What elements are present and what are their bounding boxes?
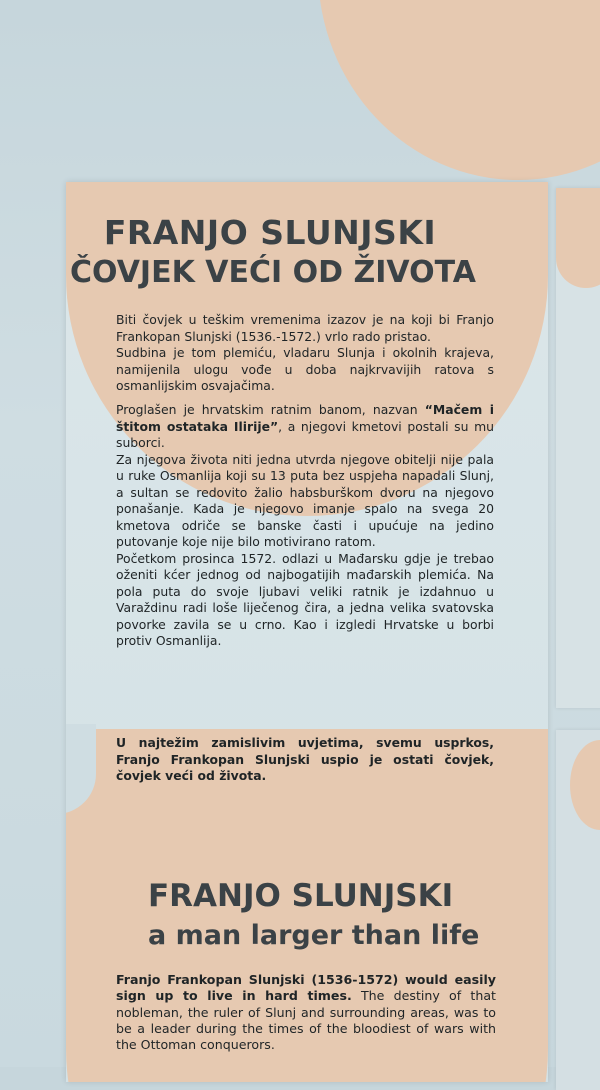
title-english: FRANJO SLUNJSKI — [148, 878, 454, 914]
hr-fortress-text: Za njegova života niti jedna utvrda njegove obitelji nije pala u ruke Osmanlija koji su 13 puta bez uspjeha napadali Slunj, a sultan se redovito žalio habsburškom dvoru na njegovo ponašanje. Kada je njegovo imanje spalo na svega 20 kmetova odriče se banske časti i upućuje na jedino putovanje koje nije bilo motivirano ratom. — [116, 451, 494, 549]
hr-paragraph-intro — [116, 312, 494, 395]
decorative-top-circle — [318, 0, 600, 180]
subtitle-croatian: ČOVJEK VEĆI OD ŽIVOTA — [70, 255, 476, 290]
hr-journey-text: Početkom prosinca 1572. odlazi u Mađarsku gdje je trebao oženiti kćer jednog od najbogatijih mađarskih plemića. Na pola puta do svoje ljubavi veliki ratnik je izdahnuo u Varaždinu radi loše liječenog čira, a jedna velika svatovska povorke zavila se u crno. Kao i izgledi Hrvatske u borbi protiv Osmanlija. — [116, 550, 494, 648]
hr-intro-sentence: Biti čovjek u teškim vremenima izazov je na koji bi Franjo Frankopan Slunjski (1536.-1572.) vrlo rado pristao. — [116, 312, 494, 344]
hr-paragraph-main — [116, 402, 494, 650]
decorative-right-shape — [556, 188, 600, 288]
subtitle-english: a man larger than life — [148, 920, 480, 951]
hr-destiny-sentence: Sudbina je tom plemiću, vladaru Slunja i okolnih krajeva, namijenila ulogu vođe u doba najkrvavijih ratova s osmanlijskim osvajačima. — [116, 345, 494, 393]
hr-ban-epithet: “Mačem i štitom ostataka Ilirije” — [116, 402, 494, 434]
hr-ban-text: Proglašen je hrvatskim ratnim banom, nazvan — [116, 402, 418, 417]
title-croatian: FRANJO SLUNJSKI — [103, 213, 437, 252]
en-intro-bold: Franjo Frankopan Slunjski (1536-1572) would easily sign up to live in hard times. — [116, 972, 496, 1004]
hr-conclusion: U najtežim zamislivim uvjetima, svemu usprkos, Franjo Frankopan Slunjski uspio je ostati čovjek, čovjek veći od života. — [116, 735, 494, 783]
en-destiny-text: The destiny of that nobleman, the ruler of Slunj and surrounding areas, was to be a leader during the times of the bloodiest of wars with the Ottoman conquerors. — [116, 988, 496, 1053]
hr-ban-text-end: , a njegovi kmetovi postali su mu suborci. — [116, 418, 494, 450]
en-paragraph — [116, 972, 496, 1053]
